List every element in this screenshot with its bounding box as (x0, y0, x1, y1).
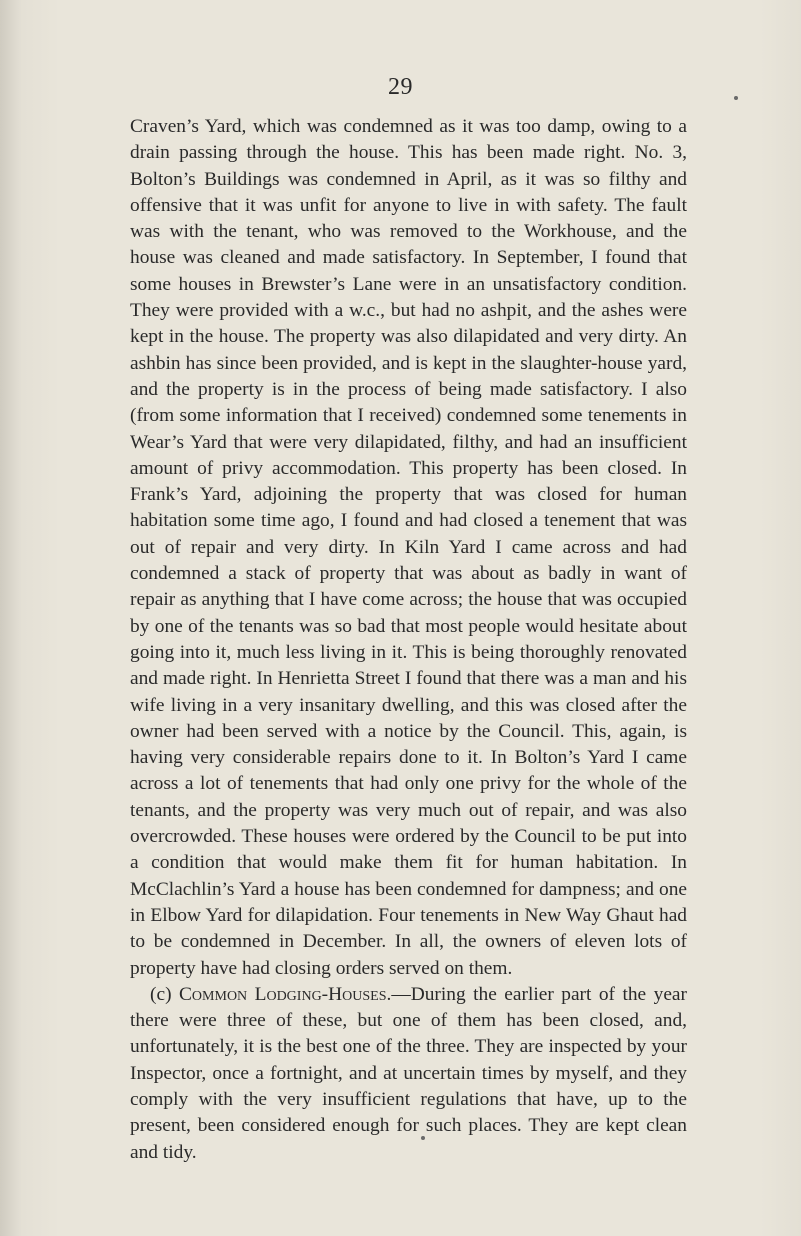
paper-speck (734, 96, 738, 100)
paper-speck (421, 1136, 425, 1140)
section-body: —During the earlier part of the year there were three of these, but one of them has been closed, and, unfortunately, it is the best one of the three. They are inspected by your Inspector, once a fortnight, and at uncertain times by myself, and they comply with the very insufficient regulations that have, up to the present, been considered enough for such places. They are kept clean and tidy. (130, 983, 687, 1163)
section-heading: Common Lodging-Houses. (179, 983, 392, 1005)
paragraph-dwellings: Craven’s Yard, which was condemned as it was too damp, owing to a drain passing through the house. This has been made right. No. 3, Bolton’s Buildings was condemned in April, as it was so filthy and offensive that it was unfit for anyone to live in with safety. The fault was with the tenant, who was removed to the Workhouse, and the house was cleaned and made satisfactory. In September, I found that some houses in Brewster’s Lane were in an unsatisfactory condition. They were provided with a w.c., but had no ashpit, and the ashes were kept in the house. The property was also dilapidated and very dirty. An ashbin has since been provided, and is kept in the slaughter-house yard, and the property is in the process of being made satisfactory. I also (from some information that I received) condemned some tenements in Wear’s Yard that were very dilapidated, filthy, and had an insufficient amount of privy accommodation. This property has been closed. In Frank’s Yard, adjoining the property that was closed for human habitation some time ago, I found and had closed a tenement that was out of repair and very dirty. In Kiln Yard I came across and had condemned a stack of property that was about as badly in want of repair as anything that I have come across; the house that was occupied by one of the tenants was so bad that most people would hesitate about going into it, much less living in it. This is being thoroughly renovated and made right. In Henrietta Street I found that there was a man and his wife living in a very insanitary dwelling, and this was closed after the owner had been served with a notice by the Council. This, again, is having very considerable repairs done to it. In Bolton’s Yard I came across a lot of tenements that had only one privy for the whole of the tenants, and the property was very much out of repair, and was also overcrowded. These houses were ordered by the Council to be put into a condition that would make them fit for human habitation. In McClachlin’s Yard a house has been condemned for dampness; and one in Elbow Yard for dilapidation. Four tenements in New Way Ghaut had to be condemned in December. In all, the owners of eleven lots of property have had closing orders served on them. (130, 116, 687, 979)
section-label: (c) (150, 983, 172, 1005)
paragraph-lodging-houses (130, 982, 687, 1166)
body-text (130, 114, 687, 1166)
page-number: 29 (388, 74, 413, 100)
